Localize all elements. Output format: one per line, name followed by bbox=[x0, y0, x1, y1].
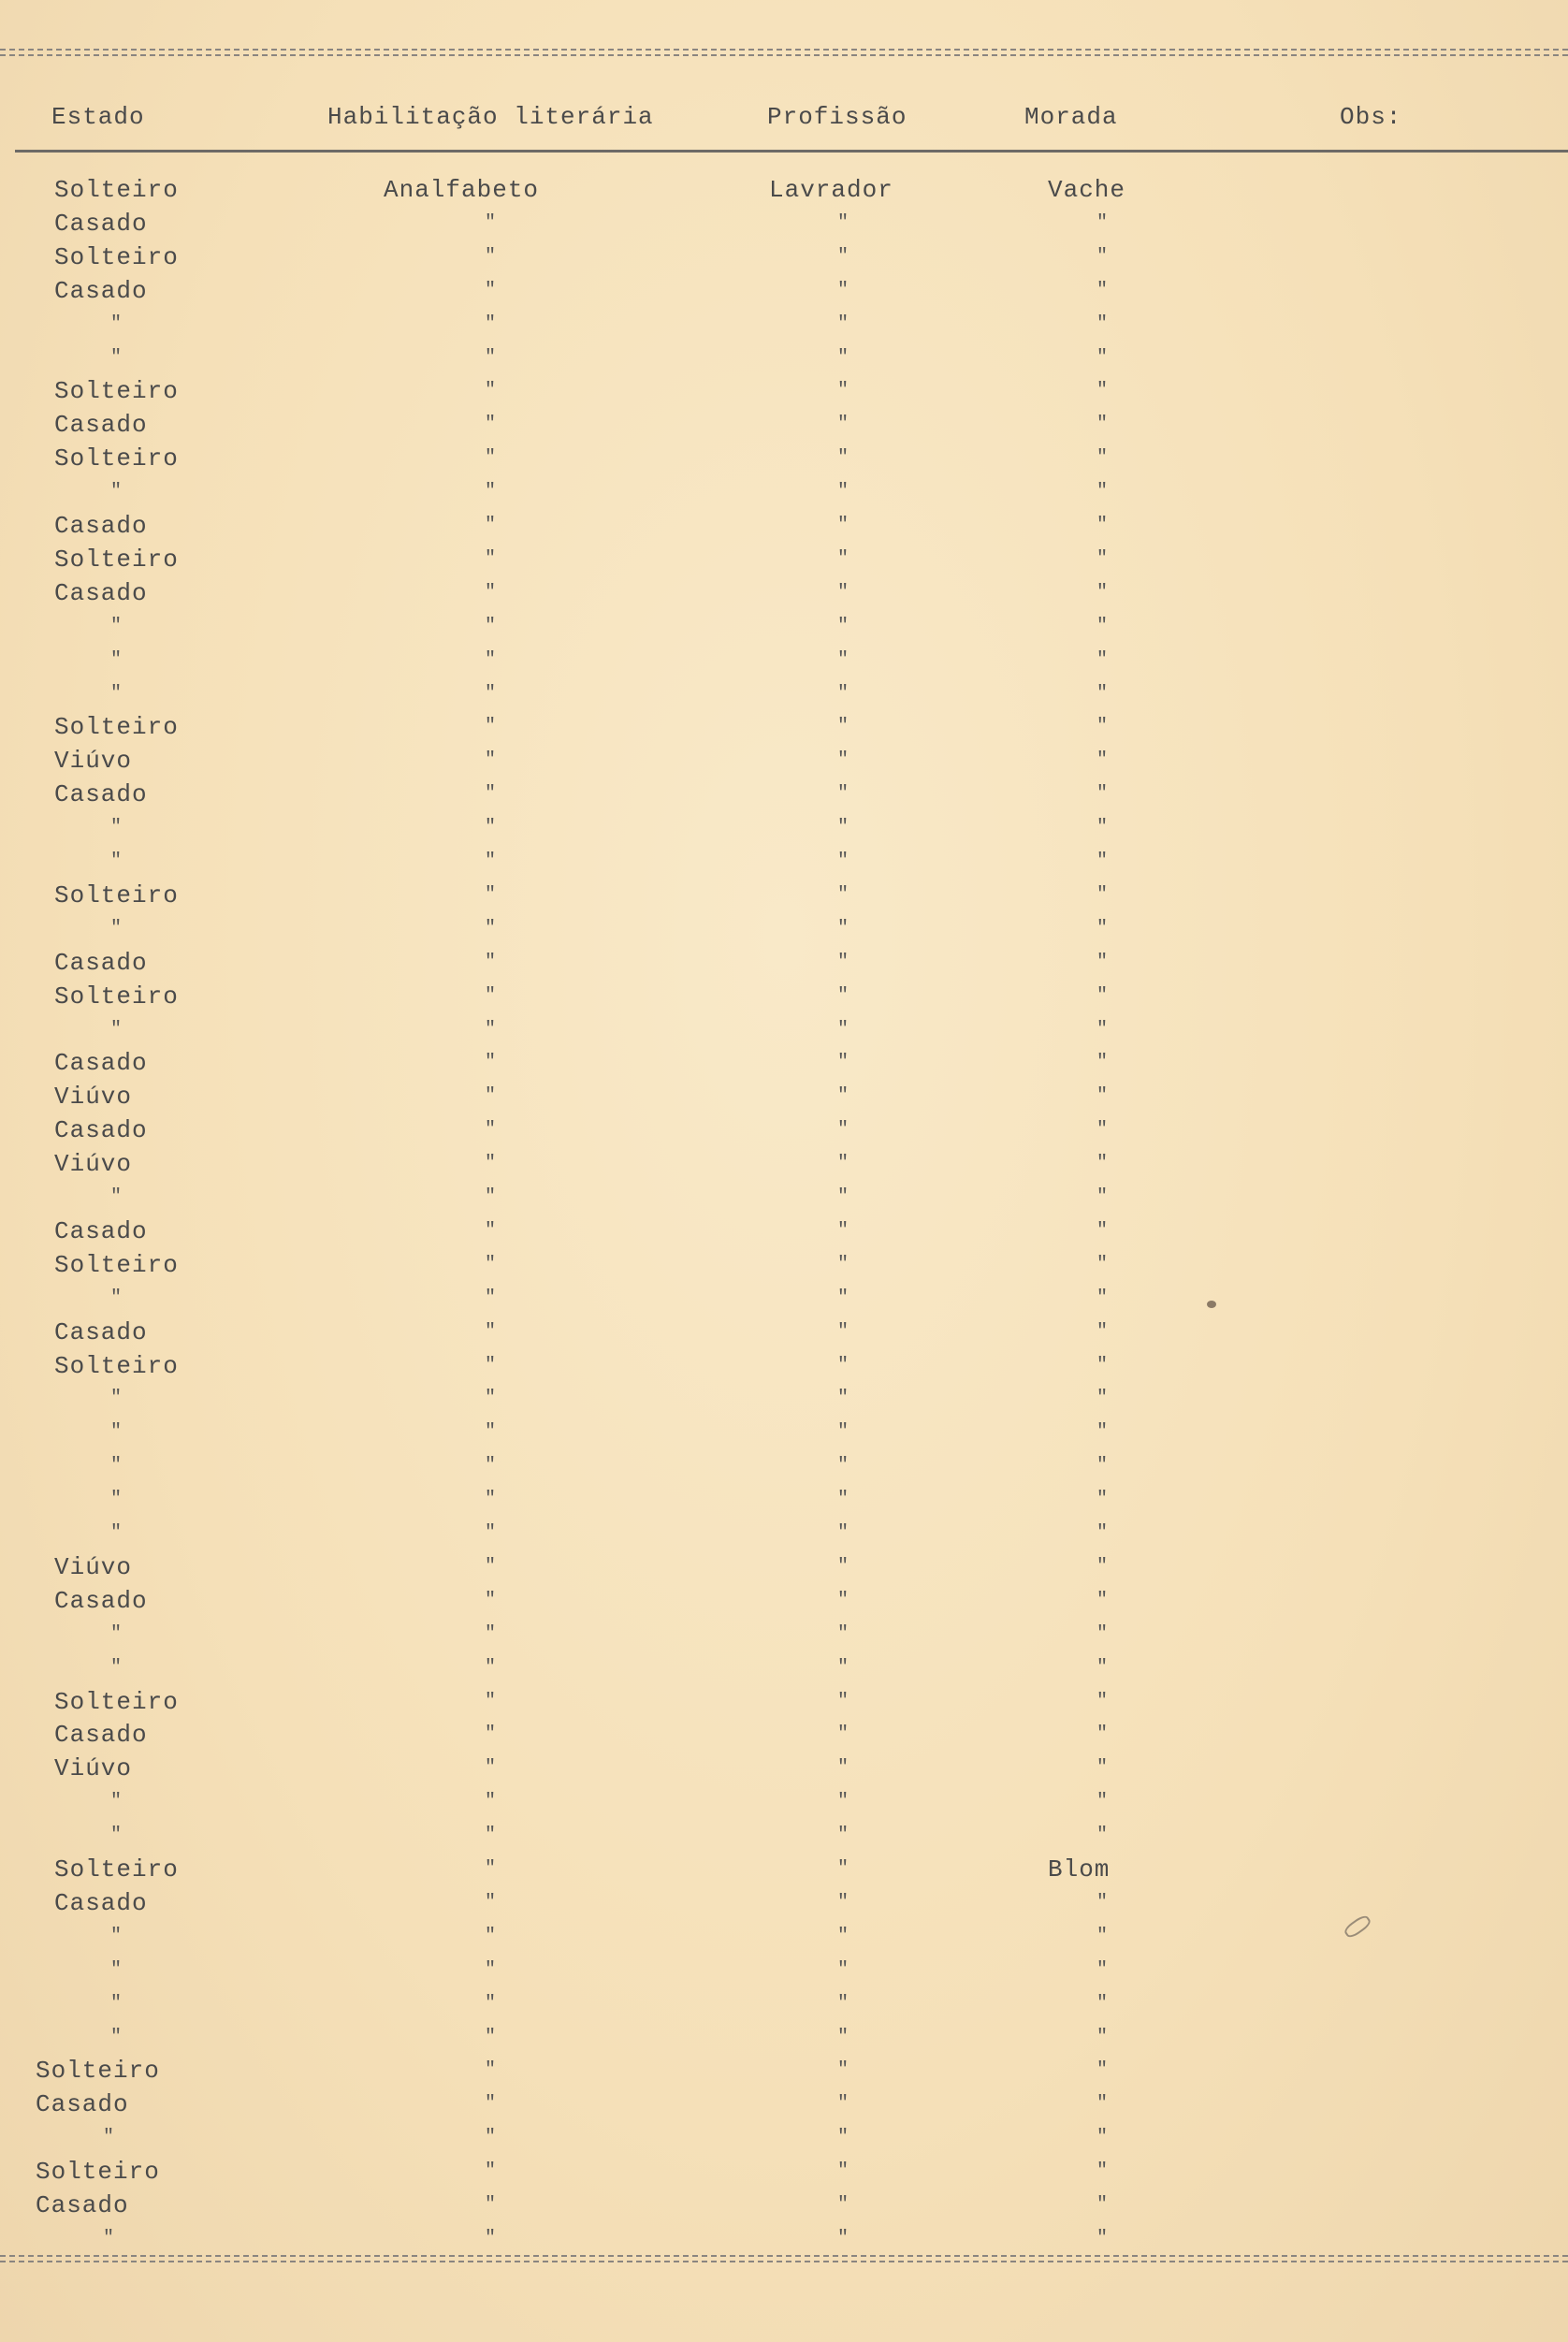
cell-estado: " bbox=[110, 1388, 123, 1409]
cell-habilitacao: " bbox=[485, 2059, 498, 2081]
cell-profissao: " bbox=[837, 1522, 850, 1544]
cell-morada: " bbox=[1096, 1892, 1110, 1913]
cell-estado: Casado bbox=[36, 2090, 129, 2118]
cell-habilitacao: " bbox=[485, 1388, 498, 1409]
pencil-mark bbox=[1343, 1913, 1373, 1941]
cell-profissao: " bbox=[837, 1421, 850, 1443]
cell-profissao: " bbox=[837, 481, 850, 502]
cell-estado: " bbox=[110, 1019, 123, 1040]
cell-morada: " bbox=[1096, 280, 1110, 301]
cell-habilitacao: " bbox=[485, 2194, 498, 2216]
cell-morada: " bbox=[1096, 481, 1110, 502]
cell-estado: " bbox=[110, 1421, 123, 1443]
cell-habilitacao: " bbox=[485, 683, 498, 705]
cell-estado: " bbox=[110, 851, 123, 872]
cell-habilitacao: " bbox=[485, 1153, 498, 1174]
cell-estado: " bbox=[103, 2228, 116, 2249]
cell-habilitacao: Analfabeto bbox=[384, 176, 540, 204]
cell-morada: " bbox=[1096, 1254, 1110, 1275]
cell-morada: " bbox=[1096, 884, 1110, 906]
cell-habilitacao: " bbox=[485, 1522, 498, 1544]
cell-habilitacao: " bbox=[485, 1052, 498, 1073]
cell-morada: " bbox=[1096, 1522, 1110, 1544]
cell-estado: " bbox=[110, 683, 123, 705]
cell-morada: " bbox=[1096, 2027, 1110, 2048]
cell-morada: " bbox=[1096, 749, 1110, 771]
cell-morada: " bbox=[1096, 582, 1110, 604]
cell-morada: " bbox=[1096, 952, 1110, 973]
cell-estado: Casado bbox=[54, 579, 148, 607]
cell-morada: " bbox=[1096, 1186, 1110, 1208]
cell-profissao: " bbox=[837, 447, 850, 469]
cell-habilitacao: " bbox=[485, 515, 498, 536]
cell-estado: " bbox=[110, 918, 123, 939]
cell-habilitacao: " bbox=[485, 851, 498, 872]
cell-estado: Casado bbox=[54, 1889, 148, 1917]
cell-profissao: " bbox=[837, 1254, 850, 1275]
cell-habilitacao: " bbox=[485, 1724, 498, 1745]
cell-estado: " bbox=[110, 1287, 123, 1309]
cell-morada: " bbox=[1096, 447, 1110, 469]
cell-morada: " bbox=[1096, 2059, 1110, 2081]
cell-estado: Casado bbox=[54, 1049, 148, 1077]
cell-habilitacao: " bbox=[485, 380, 498, 401]
cell-habilitacao: " bbox=[485, 1926, 498, 1947]
cell-profissao: " bbox=[837, 1220, 850, 1242]
cell-habilitacao: " bbox=[485, 952, 498, 973]
cell-estado: Casado bbox=[54, 277, 148, 305]
cell-habilitacao: " bbox=[485, 1019, 498, 1040]
cell-habilitacao: " bbox=[485, 1892, 498, 1913]
cell-profissao: " bbox=[837, 1321, 850, 1343]
cell-habilitacao: " bbox=[485, 1993, 498, 2015]
cell-estado: Solteiro bbox=[54, 176, 179, 204]
cell-estado: " bbox=[110, 649, 123, 671]
cell-estado: Casado bbox=[54, 1318, 148, 1346]
cell-habilitacao: " bbox=[485, 1959, 498, 1981]
cell-morada: " bbox=[1096, 985, 1110, 1007]
cell-morada: " bbox=[1096, 649, 1110, 671]
top-double-rule bbox=[0, 49, 1568, 56]
cell-estado: Casado bbox=[54, 1217, 148, 1245]
cell-morada: " bbox=[1096, 212, 1110, 234]
cell-habilitacao: " bbox=[485, 1220, 498, 1242]
cell-morada: " bbox=[1096, 616, 1110, 637]
cell-habilitacao: " bbox=[485, 313, 498, 335]
cell-estado: Solteiro bbox=[54, 1855, 179, 1884]
cell-profissao: " bbox=[837, 884, 850, 906]
cell-profissao: " bbox=[837, 952, 850, 973]
cell-profissao: " bbox=[837, 2160, 850, 2182]
cell-profissao: " bbox=[837, 347, 850, 369]
cell-estado: Solteiro bbox=[54, 1251, 179, 1279]
cell-estado: Casado bbox=[54, 210, 148, 238]
cell-morada: " bbox=[1096, 1623, 1110, 1645]
cell-habilitacao: " bbox=[485, 985, 498, 1007]
cell-estado: " bbox=[110, 313, 123, 335]
cell-profissao: " bbox=[837, 649, 850, 671]
cell-habilitacao: " bbox=[485, 1791, 498, 1812]
cell-habilitacao: " bbox=[485, 1825, 498, 1846]
cell-morada: " bbox=[1096, 1119, 1110, 1141]
cell-profissao: " bbox=[837, 683, 850, 705]
cell-profissao: " bbox=[837, 1892, 850, 1913]
cell-profissao: " bbox=[837, 2228, 850, 2249]
cell-profissao: Lavrador bbox=[769, 176, 893, 204]
cell-habilitacao: " bbox=[485, 1489, 498, 1510]
cell-profissao: " bbox=[837, 783, 850, 805]
cell-habilitacao: " bbox=[485, 582, 498, 604]
header-rule bbox=[15, 150, 1568, 153]
cell-habilitacao: " bbox=[485, 1421, 498, 1443]
cell-morada: Vache bbox=[1048, 176, 1126, 204]
cell-habilitacao: " bbox=[485, 1355, 498, 1376]
cell-profissao: " bbox=[837, 1724, 850, 1745]
cell-morada: " bbox=[1096, 1590, 1110, 1611]
header-obs: Obs: bbox=[1340, 103, 1402, 131]
cell-profissao: " bbox=[837, 1287, 850, 1309]
cell-profissao: " bbox=[837, 548, 850, 570]
cell-morada: " bbox=[1096, 1724, 1110, 1745]
cell-morada: " bbox=[1096, 1556, 1110, 1578]
cell-estado: Viúvo bbox=[54, 1754, 133, 1782]
cell-estado: " bbox=[110, 1186, 123, 1208]
cell-estado: " bbox=[110, 1623, 123, 1645]
cell-habilitacao: " bbox=[485, 1254, 498, 1275]
cell-morada: " bbox=[1096, 1388, 1110, 1409]
cell-profissao: " bbox=[837, 1657, 850, 1679]
cell-morada: " bbox=[1096, 1153, 1110, 1174]
cell-profissao: " bbox=[837, 280, 850, 301]
cell-morada: " bbox=[1096, 683, 1110, 705]
cell-morada: " bbox=[1096, 851, 1110, 872]
cell-estado: Solteiro bbox=[54, 243, 179, 271]
cell-estado: Casado bbox=[54, 512, 148, 540]
cell-profissao: " bbox=[837, 313, 850, 335]
cell-habilitacao: " bbox=[485, 1691, 498, 1712]
cell-estado: Casado bbox=[54, 411, 148, 439]
cell-habilitacao: " bbox=[485, 2093, 498, 2115]
cell-habilitacao: " bbox=[485, 280, 498, 301]
cell-estado: " bbox=[110, 817, 123, 838]
cell-profissao: " bbox=[837, 1757, 850, 1779]
cell-profissao: " bbox=[837, 817, 850, 838]
cell-estado: Solteiro bbox=[36, 2158, 160, 2186]
cell-estado: " bbox=[110, 616, 123, 637]
cell-profissao: " bbox=[837, 246, 850, 268]
cell-profissao: " bbox=[837, 1825, 850, 1846]
cell-estado: Solteiro bbox=[54, 881, 179, 909]
cell-estado: " bbox=[110, 347, 123, 369]
cell-estado: Casado bbox=[54, 1116, 148, 1144]
cell-habilitacao: " bbox=[485, 2027, 498, 2048]
cell-profissao: " bbox=[837, 1355, 850, 1376]
cell-profissao: " bbox=[837, 1186, 850, 1208]
cell-morada: " bbox=[1096, 1220, 1110, 1242]
cell-profissao: " bbox=[837, 2027, 850, 2048]
cell-habilitacao: " bbox=[485, 884, 498, 906]
cell-morada: " bbox=[1096, 1455, 1110, 1476]
cell-habilitacao: " bbox=[485, 1186, 498, 1208]
cell-estado: " bbox=[110, 1522, 123, 1544]
cell-profissao: " bbox=[837, 1926, 850, 1947]
cell-morada: " bbox=[1096, 1052, 1110, 1073]
cell-estado: " bbox=[110, 1993, 123, 2015]
cell-estado: " bbox=[110, 1489, 123, 1510]
cell-profissao: " bbox=[837, 1590, 850, 1611]
cell-morada: " bbox=[1096, 1321, 1110, 1343]
cell-estado: " bbox=[110, 1657, 123, 1679]
cell-profissao: " bbox=[837, 582, 850, 604]
cell-estado: Casado bbox=[54, 780, 148, 808]
cell-morada: " bbox=[1096, 1657, 1110, 1679]
header-profissao: Profissão bbox=[767, 103, 907, 131]
cell-profissao: " bbox=[837, 1556, 850, 1578]
cell-morada: " bbox=[1096, 1287, 1110, 1309]
cell-habilitacao: " bbox=[485, 246, 498, 268]
cell-morada: " bbox=[1096, 2228, 1110, 2249]
cell-estado: Solteiro bbox=[54, 1352, 179, 1380]
cell-habilitacao: " bbox=[485, 1590, 498, 1611]
cell-estado: Viúvo bbox=[54, 1083, 133, 1111]
cell-morada: " bbox=[1096, 716, 1110, 737]
cell-profissao: " bbox=[837, 2194, 850, 2216]
cell-estado: Solteiro bbox=[54, 1688, 179, 1716]
cell-profissao: " bbox=[837, 1153, 850, 1174]
cell-profissao: " bbox=[837, 1019, 850, 1040]
cell-profissao: " bbox=[837, 1489, 850, 1510]
cell-habilitacao: " bbox=[485, 749, 498, 771]
cell-profissao: " bbox=[837, 1691, 850, 1712]
cell-habilitacao: " bbox=[485, 1119, 498, 1141]
cell-habilitacao: " bbox=[485, 616, 498, 637]
cell-profissao: " bbox=[837, 2059, 850, 2081]
cell-morada: " bbox=[1096, 548, 1110, 570]
cell-profissao: " bbox=[837, 1388, 850, 1409]
cell-habilitacao: " bbox=[485, 1287, 498, 1309]
cell-estado: Viúvo bbox=[54, 1553, 133, 1581]
bottom-double-rule bbox=[0, 2255, 1568, 2262]
cell-morada: " bbox=[1096, 313, 1110, 335]
cell-estado: " bbox=[110, 1959, 123, 1981]
cell-profissao: " bbox=[837, 1858, 850, 1880]
header-morada: Morada bbox=[1024, 103, 1118, 131]
cell-estado: " bbox=[110, 2027, 123, 2048]
cell-estado: Casado bbox=[54, 1721, 148, 1749]
cell-habilitacao: " bbox=[485, 1858, 498, 1880]
cell-morada: " bbox=[1096, 414, 1110, 435]
cell-habilitacao: " bbox=[485, 347, 498, 369]
cell-morada: " bbox=[1096, 1825, 1110, 1846]
cell-habilitacao: " bbox=[485, 548, 498, 570]
cell-profissao: " bbox=[837, 985, 850, 1007]
cell-morada: " bbox=[1096, 1926, 1110, 1947]
cell-habilitacao: " bbox=[485, 649, 498, 671]
cell-habilitacao: " bbox=[485, 817, 498, 838]
cell-estado: " bbox=[110, 1455, 123, 1476]
cell-morada: " bbox=[1096, 1959, 1110, 1981]
cell-estado: " bbox=[110, 1791, 123, 1812]
cell-profissao: " bbox=[837, 851, 850, 872]
cell-morada: " bbox=[1096, 1489, 1110, 1510]
cell-estado: Solteiro bbox=[54, 982, 179, 1011]
cell-estado: " bbox=[110, 481, 123, 502]
cell-habilitacao: " bbox=[485, 2160, 498, 2182]
cell-morada: " bbox=[1096, 1085, 1110, 1107]
cell-profissao: " bbox=[837, 2093, 850, 2115]
cell-habilitacao: " bbox=[485, 716, 498, 737]
cell-profissao: " bbox=[837, 212, 850, 234]
cell-profissao: " bbox=[837, 515, 850, 536]
cell-profissao: " bbox=[837, 2127, 850, 2148]
cell-morada: " bbox=[1096, 2194, 1110, 2216]
cell-morada: " bbox=[1096, 380, 1110, 401]
cell-morada: " bbox=[1096, 2160, 1110, 2182]
cell-morada: Blom bbox=[1048, 1855, 1111, 1884]
cell-morada: " bbox=[1096, 1355, 1110, 1376]
cell-estado: Viúvo bbox=[54, 747, 133, 775]
cell-estado: Solteiro bbox=[54, 444, 179, 473]
cell-estado: " bbox=[110, 1825, 123, 1846]
cell-morada: " bbox=[1096, 1993, 1110, 2015]
cell-morada: " bbox=[1096, 2093, 1110, 2115]
cell-profissao: " bbox=[837, 749, 850, 771]
cell-morada: " bbox=[1096, 1691, 1110, 1712]
cell-habilitacao: " bbox=[485, 212, 498, 234]
cell-profissao: " bbox=[837, 1085, 850, 1107]
cell-morada: " bbox=[1096, 515, 1110, 536]
cell-estado: Casado bbox=[36, 2191, 129, 2219]
cell-estado: " bbox=[110, 1926, 123, 1947]
cell-habilitacao: " bbox=[485, 1455, 498, 1476]
cell-estado: Solteiro bbox=[36, 2057, 160, 2085]
cell-profissao: " bbox=[837, 1791, 850, 1812]
cell-profissao: " bbox=[837, 918, 850, 939]
cell-morada: " bbox=[1096, 1019, 1110, 1040]
cell-habilitacao: " bbox=[485, 1757, 498, 1779]
cell-profissao: " bbox=[837, 414, 850, 435]
cell-habilitacao: " bbox=[485, 414, 498, 435]
cell-morada: " bbox=[1096, 817, 1110, 838]
cell-habilitacao: " bbox=[485, 1321, 498, 1343]
cell-estado: Casado bbox=[54, 949, 148, 977]
cell-estado: " bbox=[103, 2127, 116, 2148]
cell-profissao: " bbox=[837, 1959, 850, 1981]
cell-profissao: " bbox=[837, 1455, 850, 1476]
cell-habilitacao: " bbox=[485, 918, 498, 939]
header-habilitacao: Habilitação literária bbox=[327, 103, 654, 131]
cell-habilitacao: " bbox=[485, 1657, 498, 1679]
cell-profissao: " bbox=[837, 716, 850, 737]
cell-habilitacao: " bbox=[485, 783, 498, 805]
cell-morada: " bbox=[1096, 1757, 1110, 1779]
cell-estado: Solteiro bbox=[54, 713, 179, 741]
cell-profissao: " bbox=[837, 1119, 850, 1141]
cell-profissao: " bbox=[837, 380, 850, 401]
cell-habilitacao: " bbox=[485, 447, 498, 469]
ink-spot bbox=[1207, 1301, 1216, 1308]
cell-estado: Viúvo bbox=[54, 1150, 133, 1178]
cell-profissao: " bbox=[837, 1052, 850, 1073]
cell-morada: " bbox=[1096, 918, 1110, 939]
cell-estado: Solteiro bbox=[54, 377, 179, 405]
cell-morada: " bbox=[1096, 1421, 1110, 1443]
header-estado: Estado bbox=[51, 103, 145, 131]
cell-profissao: " bbox=[837, 1993, 850, 2015]
cell-profissao: " bbox=[837, 1623, 850, 1645]
cell-morada: " bbox=[1096, 246, 1110, 268]
cell-estado: Solteiro bbox=[54, 545, 179, 574]
cell-morada: " bbox=[1096, 1791, 1110, 1812]
cell-estado: Casado bbox=[54, 1587, 148, 1615]
cell-habilitacao: " bbox=[485, 2228, 498, 2249]
cell-habilitacao: " bbox=[485, 2127, 498, 2148]
cell-morada: " bbox=[1096, 783, 1110, 805]
cell-habilitacao: " bbox=[485, 1556, 498, 1578]
cell-morada: " bbox=[1096, 2127, 1110, 2148]
cell-habilitacao: " bbox=[485, 481, 498, 502]
cell-morada: " bbox=[1096, 347, 1110, 369]
cell-habilitacao: " bbox=[485, 1085, 498, 1107]
cell-habilitacao: " bbox=[485, 1623, 498, 1645]
cell-profissao: " bbox=[837, 616, 850, 637]
